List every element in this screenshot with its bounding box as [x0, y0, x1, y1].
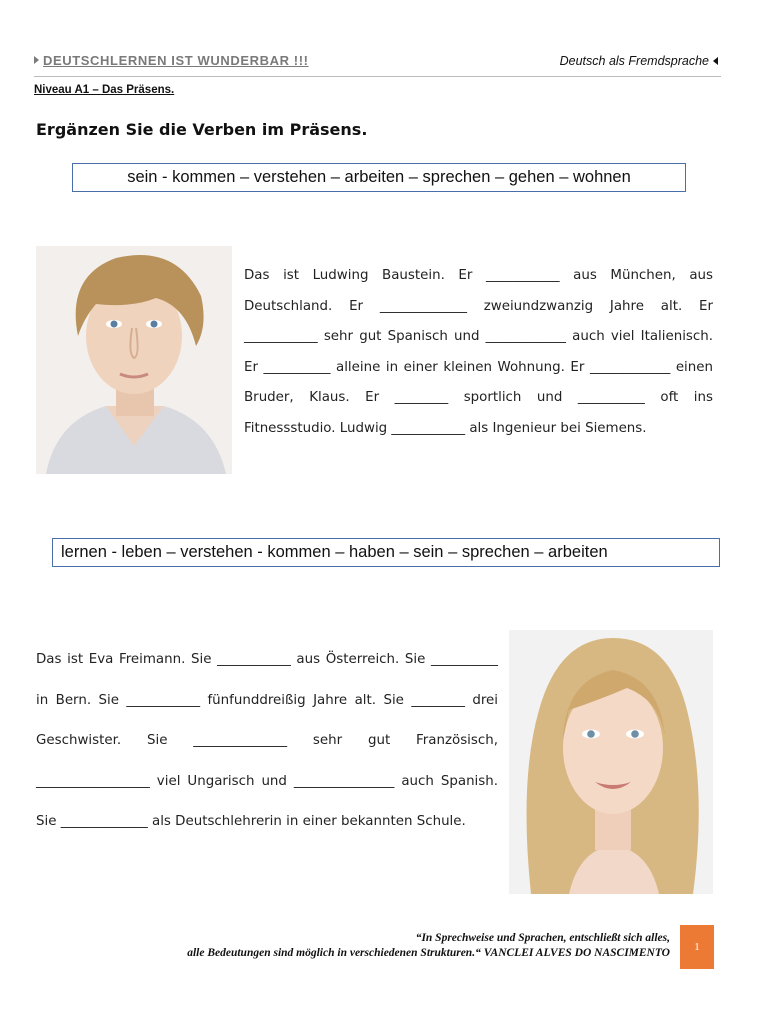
verb-box-2: [52, 538, 720, 567]
portrait-man-image: [36, 246, 232, 474]
quote-line-1: “In Sprechweise und Sprachen, entschließt sich alles,: [415, 932, 670, 944]
triangle-right-icon: [34, 56, 39, 64]
exercise-1-text: Das ist Ludwing Baustein. Er ___________ aus München, aus Deutschland. Er _____________ zweiundzwanzig Jahre alt. Er ___________ sehr gut Spanisch und ____________ auch viel Italienisch. Er __________ alleine in einer kleinen Wohnung. Er ____________ einen Bruder, Klaus. Er ________ sportlich und __________ oft ins Fitnessstudio. Ludwig ___________ als Ingenieur bei Siemens.: [244, 268, 713, 436]
header-subtitle: [560, 54, 718, 68]
header-divider: [34, 76, 721, 77]
photo-young-woman: [509, 630, 713, 894]
triangle-left-icon: [713, 57, 718, 65]
verb-box-1: [72, 163, 686, 192]
header-title: [34, 53, 309, 68]
page-number: 1: [694, 941, 700, 953]
verb-list-1: sein - kommen – verstehen – arbeiten – sprechen – gehen – wohnen: [127, 168, 631, 186]
level-label: Niveau A1 – Das Präsens.: [34, 84, 175, 96]
photo-young-man: [36, 246, 232, 474]
quote-line-2: alle Bedeutungen sind möglich in verschiedenen Strukturen.“ VANCLEI ALVES DO NASCIMENTO: [187, 946, 670, 959]
header-subtitle-text: Deutsch als Fremdsprache: [559, 54, 709, 68]
header-title-text: DEUTSCHLERNEN IST WUNDERBAR !!!: [43, 53, 309, 68]
exercise-2-text: Das ist Eva Freimann. Sie ___________ aus Österreich. Sie __________ in Bern. Sie ___________ fünfunddreißig Jahre alt. Sie ________ drei Geschwister. Sie ______________ sehr gut Französisch, _________________ viel Ungarisch und _______________ auch Spanish. Sie _____________ als Deutschlehrerin in einer bekannten Schule.: [36, 652, 498, 829]
footer-quote: [187, 931, 670, 960]
instruction-heading: Ergänzen Sie die Verben im Präsens.: [36, 120, 368, 139]
verb-list-2: lernen - leben – verstehen - kommen – haben – sein – sprechen – arbeiten: [61, 543, 608, 561]
page-number-badge: [680, 925, 714, 969]
portrait-woman-image: [509, 630, 713, 894]
